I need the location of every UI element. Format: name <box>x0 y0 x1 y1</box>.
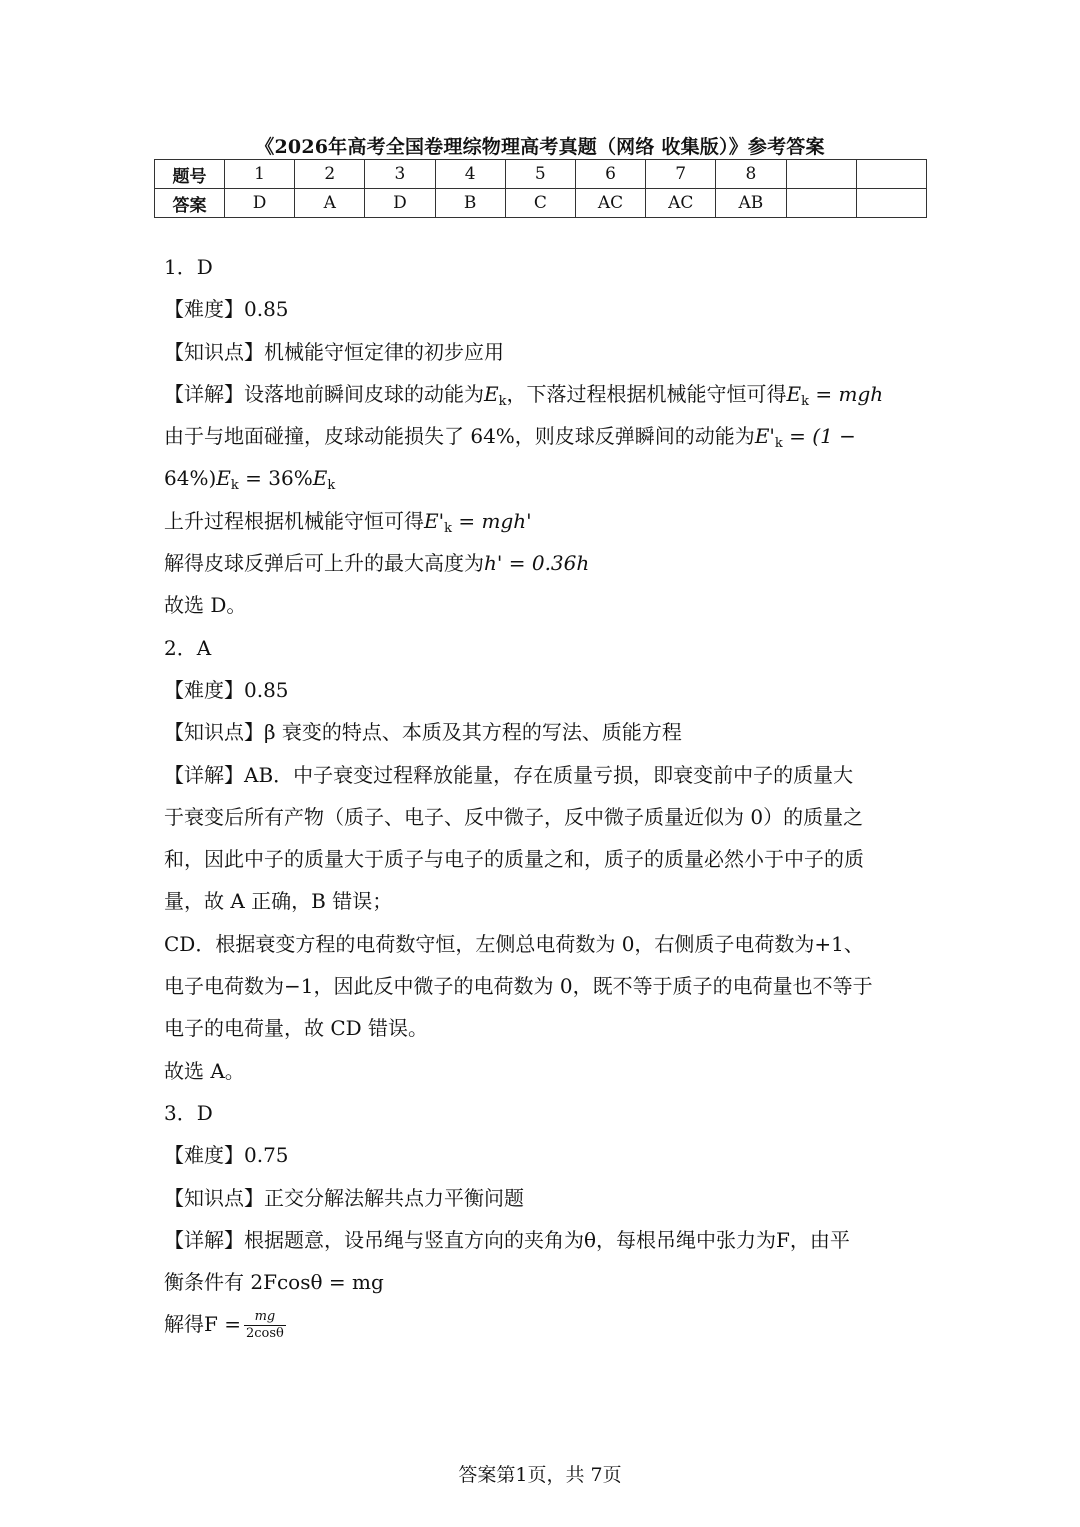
table-header-number: 题号 <box>155 160 225 189</box>
table-header-answer: 答案 <box>155 189 225 218</box>
table-cell: AC <box>575 189 645 218</box>
table-cell <box>856 189 926 218</box>
q2-detail-line: 量，故 A 正确，B 错误； <box>164 889 393 914</box>
q3-detail-line-2: 衡条件有 2Fcosθ = mg <box>164 1270 384 1295</box>
q3-knowledge-point: 【知识点】正交分解法解共点力平衡问题 <box>164 1185 524 1210</box>
fraction-numerator: mg <box>244 1309 286 1326</box>
table-cell: D <box>225 189 295 218</box>
q1-detail-text: 由于与地面碰撞，皮球动能损失了 64%，则皮球反弹瞬间的动能为 <box>164 424 755 449</box>
q1-detail-formula: = mgh <box>815 381 884 406</box>
q1-detail-formula: 64%) <box>164 466 217 491</box>
formula-ek-prime: $E'_k$ <box>754 424 783 452</box>
formula-ek-prime: $E'_k$ <box>424 508 452 536</box>
q1-detail-formula: = mgh' <box>458 508 532 533</box>
q2-knowledge-point: 【知识点】β 衰变的特点、本质及其方程的写法、质能方程 <box>164 720 682 745</box>
table-cell: 2 <box>295 160 365 189</box>
q1-detail-text: ，下落过程根据机械能守恒可得 <box>506 381 787 406</box>
table-cell: 6 <box>575 160 645 189</box>
q1-detail-line-5 <box>164 542 924 584</box>
q1-detail-line-4 <box>164 500 924 542</box>
q3-detail-line-3 <box>164 1303 924 1345</box>
table-cell: B <box>435 189 505 218</box>
table-cell <box>856 160 926 189</box>
q1-detail-formula: = (1 − <box>789 424 856 449</box>
table-cell: C <box>505 189 575 218</box>
q2-detail-line: 【详解】AB．中子衰变过程释放能量，存在质量亏损，即衰变前中子的质量大 <box>164 762 854 787</box>
q1-detail-text: 上升过程根据机械能守恒可得 <box>164 508 424 533</box>
answer-body <box>164 246 924 1346</box>
table-cell: 7 <box>646 160 716 189</box>
q1-detail-formula: = 36% <box>245 466 313 491</box>
table-row-answers <box>155 189 927 218</box>
q1-knowledge-point: 【知识点】机械能守恒定律的初步应用 <box>164 339 504 364</box>
table-row-numbers <box>155 160 927 189</box>
q2-detail-line: CD．根据衰变方程的电荷数守恒，左侧总电荷数为 0，右侧质子电荷数为+1、 <box>164 931 864 956</box>
table-cell <box>786 189 856 218</box>
q2-detail-line: 和，因此中子的质量大于质子与电子的质量之和，质子的质量必然小于中子的质 <box>164 847 864 872</box>
table-cell: AB <box>716 189 786 218</box>
formula-ek: $E_k$ <box>484 381 507 409</box>
q3-difficulty: 【难度】0.75 <box>164 1143 289 1168</box>
q2-difficulty: 【难度】0.85 <box>164 677 289 702</box>
q2-detail-line: 于衰变后所有产物（质子、电子、反中微子，反中微子质量近似为 0）的质量之 <box>164 804 864 829</box>
table-cell <box>786 160 856 189</box>
q3-detail-line-1: 【详解】根据题意，设吊绳与竖直方向的夹角为θ，每根吊绳中张力为F，由平 <box>164 1227 850 1252</box>
q2-detail-line: 电子的电荷量，故 CD 错误。 <box>164 1016 429 1041</box>
answer-table <box>154 159 927 218</box>
q1-detail-line-2 <box>164 415 924 457</box>
q1-conclusion: 故选 D。 <box>164 593 247 618</box>
table-cell: 3 <box>365 160 435 189</box>
q1-detail-line-1 <box>164 373 924 415</box>
page-title: 《2026年高考全国卷理综物理高考真题（网络 收集版）》参考答案 <box>255 136 825 158</box>
formula-ek: $E_k$ <box>786 381 809 409</box>
q1-heading: 1．D <box>164 255 213 279</box>
formula-ek: $E_k$ <box>216 466 239 494</box>
q3-detail-text: 解得F = <box>164 1312 241 1337</box>
q1-detail-text: 解得皮球反弹后可上升的最大高度为 <box>164 551 484 576</box>
table-cell: D <box>365 189 435 218</box>
fraction-denominator: 2cosθ <box>246 1326 284 1342</box>
formula-ek: $E_k$ <box>312 466 336 494</box>
table-cell: 4 <box>435 160 505 189</box>
formula-fraction <box>244 1309 286 1342</box>
q2-detail-line: 电子电荷数为−1，因此反中微子的电荷数为 0，既不等于质子的电荷量也不等于 <box>164 974 873 999</box>
q1-difficulty: 【难度】0.85 <box>164 297 289 322</box>
table-cell: 1 <box>225 160 295 189</box>
q1-detail-formula: h' = 0.36h <box>484 551 590 576</box>
table-cell: AC <box>646 189 716 218</box>
q2-conclusion: 故选 A。 <box>164 1058 245 1083</box>
table-cell: 5 <box>505 160 575 189</box>
page-footer: 答案第1页，共 7页 <box>458 1464 622 1486</box>
table-cell: 8 <box>716 160 786 189</box>
table-cell: A <box>295 189 365 218</box>
q1-detail-line-3 <box>164 457 924 499</box>
q1-detail-text: 【详解】设落地前瞬间皮球的动能为 <box>164 381 484 406</box>
q2-heading: 2．A <box>164 635 212 660</box>
q3-heading: 3．D <box>164 1100 213 1125</box>
